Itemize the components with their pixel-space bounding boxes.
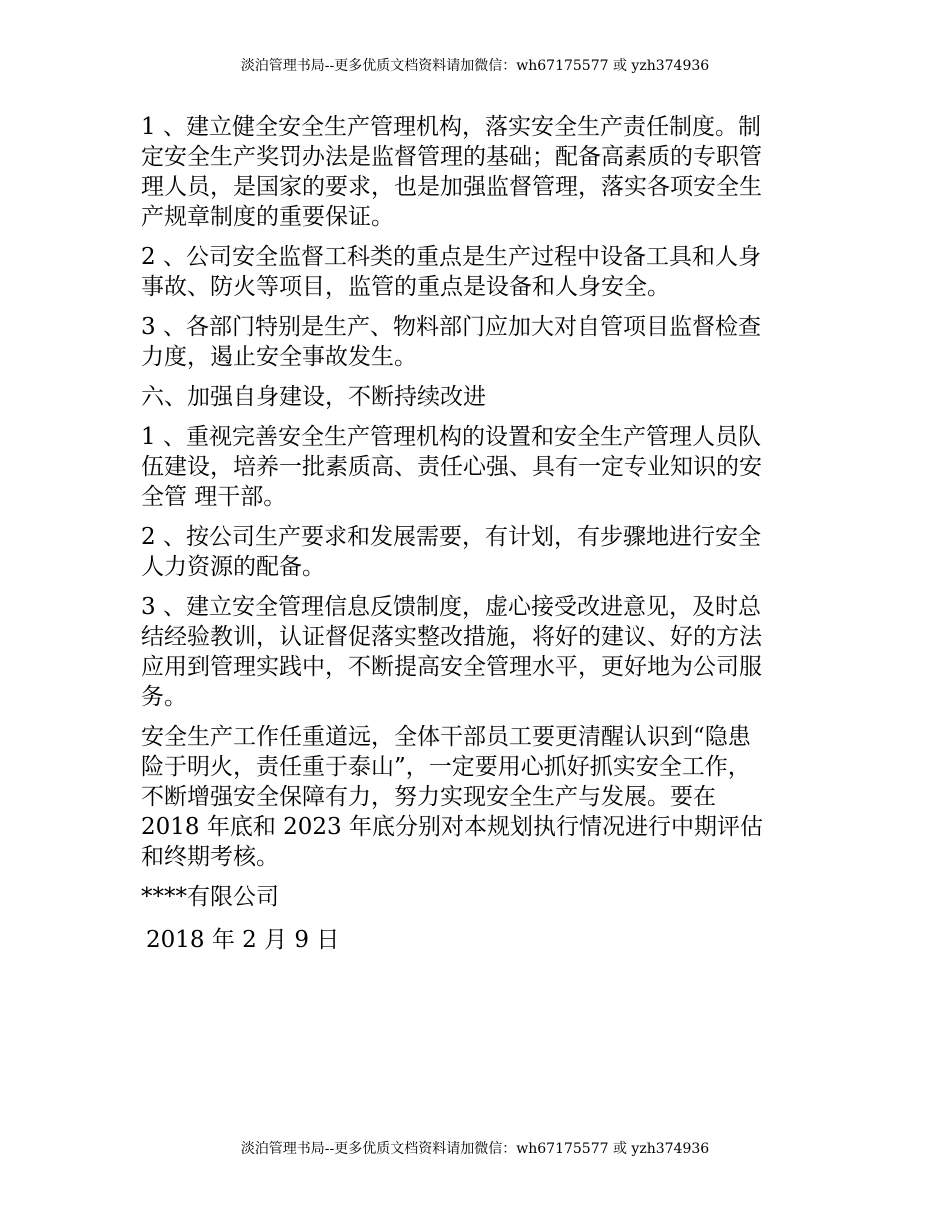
closing-paragraph: 安全生产工作任重道远，全体干部员工要更清醒认识到“隐患 险于明火，责任重于泰山”，一定要用心抓好抓实安全工作， 不断增强安全保障有力，努力实现安全生产与发展。要在 2018 年底和 2023 年底分别对本规划执行情况进行中期评估 和终期考核。 bbox=[141, 724, 763, 870]
paragraph-4: 1 、重视完善安全生产管理机构的设置和安全生产管理人员队 伍建设，培养一批素质高、责任心强、具有一定专业知识的安 全管 理干部。 bbox=[141, 424, 762, 510]
document-body bbox=[141, 112, 821, 965]
signature-company: ****有限公司 bbox=[141, 884, 279, 910]
paragraph-2: 2 、公司安全监督工科类的重点是生产过程中设备工具和人身 事故、防火等项目，监管的重点是设备和人身安全。 bbox=[141, 244, 761, 300]
section-heading-6: 六、加强自身建设，不断持续改进 bbox=[141, 384, 486, 410]
paragraph-5: 2 、按公司生产要求和发展需要，有计划，有步骤地进行安全 人力资源的配备。 bbox=[141, 524, 761, 580]
paragraph-1: 1 、建立健全安全生产管理机构，落实安全生产责任制度。制 定安全生产奖罚办法是监督管理的基础；配备高素质的专职管 理人员，是国家的要求，也是加强监督管理，落实各项安全生 产规章制度的重要保证。 bbox=[141, 114, 762, 230]
paragraph-3: 3 、各部门特别是生产、物料部门应加大对自管项目监督检查 力度，遏止安全事故发生。 bbox=[141, 314, 761, 370]
paragraph-6: 3 、建立安全管理信息反馈制度，虚心接受改进意见，及时总 结经验教训，认证督促落实整改措施，将好的建议、好的方法 应用到管理实践中，不断提高安全管理水平，更好地为公司服 务。 bbox=[141, 594, 762, 710]
page-header: 淡泊管理书局--更多优质文档资料请加微信：wh67175577 或 yzh374936 bbox=[240, 58, 710, 74]
page-footer: 淡泊管理书局--更多优质文档资料请加微信：wh67175577 或 yzh374936 bbox=[240, 1141, 710, 1157]
signature-date: 2018 年 2 月 9 日 bbox=[146, 927, 340, 953]
